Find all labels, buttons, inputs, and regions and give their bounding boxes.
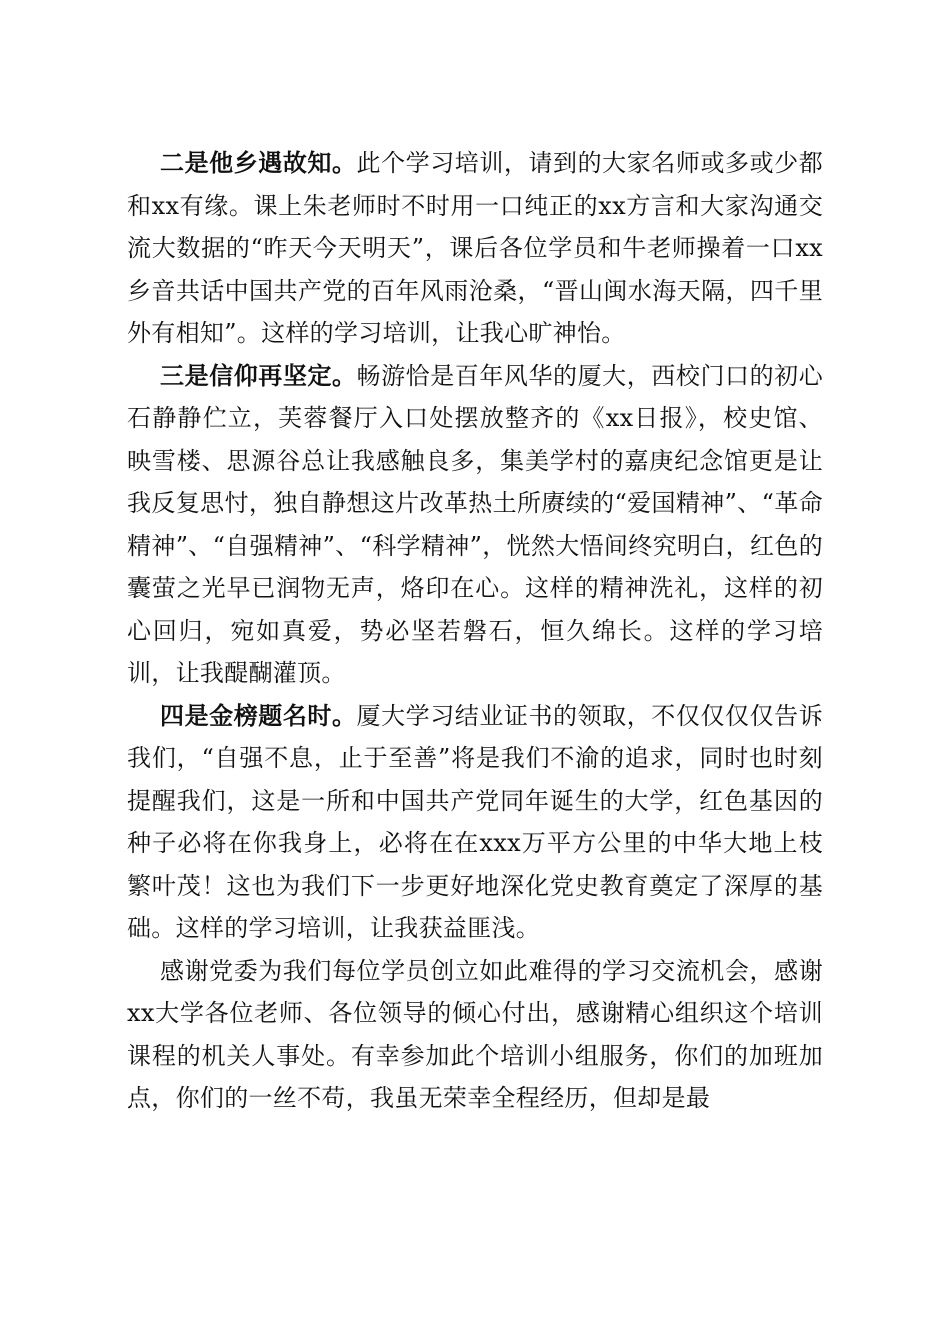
paragraph-1-heading: 二是他乡遇故知。 bbox=[160, 148, 357, 177]
paragraph-4 bbox=[127, 950, 823, 1120]
paragraph-2-heading: 三是信仰再坚定。 bbox=[160, 360, 357, 390]
paragraph-2 bbox=[127, 355, 823, 695]
paragraph-4-text: 感谢党委为我们每位学员创立如此难得的学习交流机会，感谢xx大学各位老师、各位领导的倾心付出，感谢精心组织这个培训课程的机关人事处。有幸参加此个培训小组服务，你们的加班加点，你们的一丝不苟，我虽无荣幸全程经历，但却是最 bbox=[127, 956, 823, 1112]
document-body bbox=[127, 142, 823, 1120]
paragraph-1 bbox=[127, 142, 823, 355]
paragraph-3 bbox=[127, 695, 823, 950]
paragraph-3-heading: 四是金榜题名时。 bbox=[160, 700, 357, 730]
paragraph-3-text: 厦大学习结业证书的领取，不仅仅仅仅告诉我们，“自强不息，止于至善”将是我们不渝的追求，同时也时刻提醒我们，这是一所和中国共产党同年诞生的大学，红色基因的种子必将在你我身上，必将在在xxx万平方公里的中华大地上枝繁叶茂！这也为我们下一步更好地深化党史教育奠定了深厚的基础。这样的学习培训，让我获益匪浅。 bbox=[127, 701, 824, 942]
paragraph-2-text: 畅游恰是百年风华的厦大，西校门口的初心石静静伫立，芙蓉餐厅入口处摆放整齐的《xx日报》，校史馆、映雪楼、思源谷总让我感触良多，集美学村的嘉庚纪念馆更是让我反复思忖，独自静想这片改革热土所赓续的“爱国精神”、“革命精神”、“自强精神”、“科学精神”，恍然大悟间终究明白，红色的囊萤之光早已润物无声，烙印在心。这样的精神洗礼，这样的初心回归，宛如真爱，势必坚若磐石，恒久绵长。这样的学习培训，让我醍醐灌顶。 bbox=[127, 361, 824, 687]
paragraph-1-text: 此个学习培训，请到的大家名师或多或少都和xx有缘。课上朱老师时不时用一口纯正的xx方言和大家沟通交流大数据的“昨天今天明天”，课后各位学员和牛老师操着一口xx乡音共话中国共产党的百年风雨沧桑，“晋山闽水海天隔，四千里外有相知”。这样的学习培训，让我心旷神怡。 bbox=[127, 149, 824, 347]
